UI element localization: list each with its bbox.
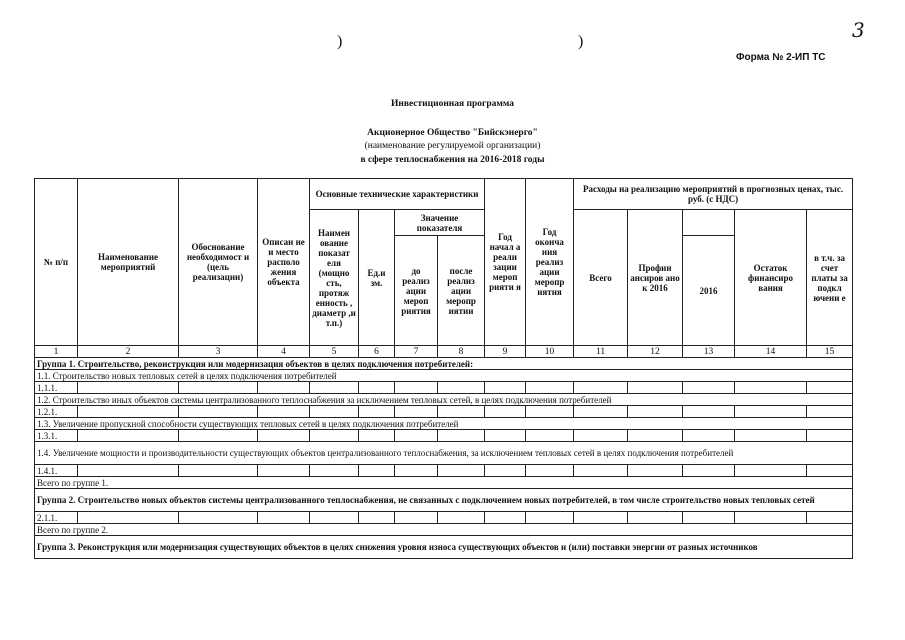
empty-cell	[485, 406, 526, 418]
empty-cell	[395, 382, 438, 394]
empty-cell	[735, 406, 807, 418]
program-scope: в сфере теплоснабжения на 2016-2018 годы	[360, 155, 545, 165]
empty-cell	[683, 512, 735, 524]
page-number: 3	[852, 18, 865, 42]
organization-name: Акционерное Общество "Бийскэнерго"	[367, 128, 538, 138]
table-row	[35, 524, 853, 536]
empty-cell	[526, 512, 574, 524]
header-justification: Обоснование необходимост и (цель реализации)	[179, 179, 258, 346]
empty-cell	[807, 465, 853, 477]
group-total: Всего по группе 1.	[35, 477, 853, 489]
empty-cell	[258, 512, 310, 524]
empty-cell	[485, 465, 526, 477]
empty-cell	[359, 382, 395, 394]
table-row	[35, 477, 853, 489]
column-number: 6	[359, 346, 395, 358]
header-year-start: Год начал а реали зации мероп рияти я	[485, 179, 526, 346]
empty-cell	[395, 406, 438, 418]
table-row	[35, 465, 853, 477]
empty-cell	[258, 465, 310, 477]
column-number: 1	[35, 346, 78, 358]
column-number: 8	[438, 346, 485, 358]
empty-cell	[683, 465, 735, 477]
empty-cell	[526, 430, 574, 442]
header-num: № п/п	[35, 179, 78, 346]
empty-cell	[258, 406, 310, 418]
empty-cell	[310, 465, 359, 477]
empty-cell	[683, 382, 735, 394]
empty-cell	[179, 465, 258, 477]
empty-cell	[359, 512, 395, 524]
document-title: Инвестиционная программа	[390, 99, 515, 109]
table-row	[35, 430, 853, 442]
column-number: 15	[807, 346, 853, 358]
group-heading: Группа 2. Строительство новых объектов системы централизованного теплоснабжения, не связанных с подключением новых потребителей, в том числе строительство новых тепловых сетей	[35, 489, 853, 512]
column-number: 4	[258, 346, 310, 358]
empty-cell	[78, 512, 179, 524]
column-number: 14	[735, 346, 807, 358]
paren-right: )	[578, 33, 584, 50]
empty-cell	[526, 382, 574, 394]
section-heading: 1.1. Строительство новых тепловых сетей в целях подключения потребителей	[35, 370, 853, 382]
header-tech: Основные технические характеристики	[310, 179, 485, 210]
empty-cell	[310, 512, 359, 524]
row-code: 1.1.1.	[35, 382, 78, 394]
header-after: после реализ ации меропр иятии	[438, 236, 485, 346]
column-number: 2	[78, 346, 179, 358]
empty-cell	[574, 382, 628, 394]
row-code: 1.4.1.	[35, 465, 78, 477]
empty-cell	[78, 465, 179, 477]
empty-cell	[628, 430, 683, 442]
empty-cell	[395, 430, 438, 442]
column-number-row	[35, 346, 853, 358]
empty-cell	[574, 512, 628, 524]
header-total: Всего	[574, 210, 628, 346]
header-financed: Профин ансиров ано к 2016	[628, 210, 683, 346]
section-heading: 1.4. Увеличение мощности и производительности существующих объектов централизованного теплоснабжения, за исключением тепловых сетей в целях подключения потребителей	[35, 442, 853, 465]
header-remaining: Остаток финансиро вания	[735, 210, 807, 346]
empty-cell	[628, 406, 683, 418]
group-heading: Группа 1. Строительство, реконструкция или модернизация объектов в целях подключения потребителей:	[35, 358, 853, 370]
empty-cell	[438, 512, 485, 524]
header-tech-name: Наимен ование показат еля (мощно сть, протяж енность , диаметр ,и т.п.)	[310, 210, 359, 346]
empty-cell	[683, 430, 735, 442]
table-body	[35, 358, 853, 559]
header-name: Наименование мероприятий	[78, 179, 179, 346]
empty-cell	[179, 406, 258, 418]
empty-cell	[179, 512, 258, 524]
empty-cell	[735, 430, 807, 442]
paren-left: )	[337, 33, 343, 50]
empty-cell	[574, 465, 628, 477]
header-description: Описан не и место располо жения объекта	[258, 179, 310, 346]
table-row	[35, 358, 853, 370]
column-number: 13	[683, 346, 735, 358]
empty-cell	[807, 430, 853, 442]
table-row	[35, 418, 853, 430]
empty-cell	[485, 430, 526, 442]
column-number: 3	[179, 346, 258, 358]
empty-cell	[78, 406, 179, 418]
empty-cell	[258, 430, 310, 442]
empty-cell	[628, 382, 683, 394]
column-number: 12	[628, 346, 683, 358]
empty-cell	[310, 430, 359, 442]
empty-cell	[683, 406, 735, 418]
empty-cell	[735, 382, 807, 394]
row-code: 1.2.1.	[35, 406, 78, 418]
empty-cell	[526, 406, 574, 418]
header-incl: в т.ч. за счет платы за подкл ючени е	[807, 210, 853, 346]
empty-cell	[395, 512, 438, 524]
empty-cell	[807, 512, 853, 524]
empty-cell	[359, 465, 395, 477]
header-before: до реализ ации мероп риятия	[395, 236, 438, 346]
investment-table	[34, 178, 853, 559]
form-label: Форма № 2-ИП ТС	[736, 52, 826, 63]
table-row	[35, 394, 853, 406]
empty-cell	[807, 406, 853, 418]
empty-cell	[258, 382, 310, 394]
table-row	[35, 512, 853, 524]
header-2016: 2016	[683, 236, 735, 346]
table-row	[35, 370, 853, 382]
empty-cell	[438, 430, 485, 442]
empty-cell	[359, 430, 395, 442]
row-code: 2.1.1.	[35, 512, 78, 524]
empty-cell	[807, 382, 853, 394]
empty-cell	[438, 465, 485, 477]
empty-cell	[179, 430, 258, 442]
header-year-end: Год оконча ния реализ ации меропр иятия	[526, 179, 574, 346]
empty-cell	[628, 512, 683, 524]
row-code: 1.3.1.	[35, 430, 78, 442]
table-row	[35, 406, 853, 418]
table-row	[35, 536, 853, 559]
header-spacer	[683, 210, 735, 236]
empty-cell	[628, 465, 683, 477]
table-row	[35, 442, 853, 465]
section-heading: 1.2. Строительство иных объектов системы централизованного теплоснабжения за исключением тепловых сетей, в целях подключения потребителей	[35, 394, 853, 406]
empty-cell	[438, 406, 485, 418]
empty-cell	[438, 382, 485, 394]
group-heading: Группа 3. Реконструкция или модернизация существующих объектов в целях снижения уровня износа существующих объектов и (или) поставки энергии от разных источников	[35, 536, 853, 559]
header-unit: Ед.и зм.	[359, 210, 395, 346]
empty-cell	[78, 382, 179, 394]
empty-cell	[179, 382, 258, 394]
header-expenses: Расходы на реализацию мероприятий в прогнозных ценах, тыс. руб. (с НДС)	[574, 179, 853, 210]
empty-cell	[78, 430, 179, 442]
table-row	[35, 382, 853, 394]
empty-cell	[359, 406, 395, 418]
empty-cell	[574, 406, 628, 418]
empty-cell	[485, 512, 526, 524]
table-row	[35, 489, 853, 512]
header-values: Значение показателя	[395, 210, 485, 236]
column-number: 9	[485, 346, 526, 358]
empty-cell	[310, 382, 359, 394]
empty-cell	[735, 465, 807, 477]
column-number: 10	[526, 346, 574, 358]
column-number: 7	[395, 346, 438, 358]
section-heading: 1.3. Увеличение пропускной способности существующих тепловых сетей в целях подключения потребителей	[35, 418, 853, 430]
empty-cell	[574, 430, 628, 442]
empty-cell	[526, 465, 574, 477]
column-number: 5	[310, 346, 359, 358]
empty-cell	[735, 512, 807, 524]
empty-cell	[310, 406, 359, 418]
organization-note: (наименование регулируемой организации)	[364, 141, 541, 151]
empty-cell	[395, 465, 438, 477]
group-total: Всего по группе 2.	[35, 524, 853, 536]
column-number: 11	[574, 346, 628, 358]
empty-cell	[485, 382, 526, 394]
